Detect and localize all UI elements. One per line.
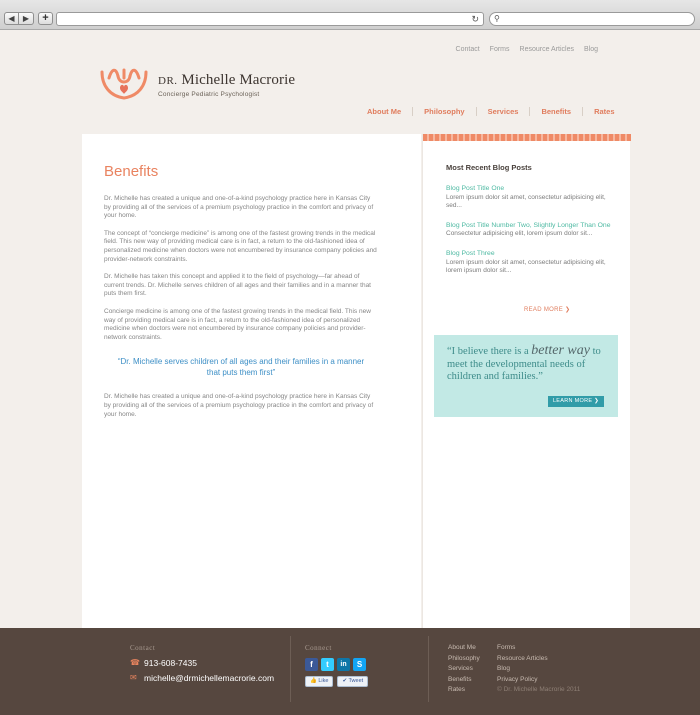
learn-more-button[interactable]	[548, 396, 604, 407]
footer-email-row	[130, 673, 274, 683]
phone-icon: ☎	[130, 658, 140, 667]
footer	[0, 628, 700, 715]
quote-emphasis: better way	[531, 343, 590, 358]
footer-link-privacy-policy[interactable]: Privacy Policy	[497, 675, 538, 683]
footer-links-secondary	[497, 643, 580, 696]
nav-item-benefits[interactable]: Benefits	[541, 107, 572, 116]
browser-search-input[interactable]	[489, 12, 695, 26]
footer-link-rates[interactable]: Rates	[448, 686, 465, 693]
footer-connect	[305, 628, 368, 687]
facebook-icon[interactable]: f	[305, 658, 318, 671]
body-paragraph: Dr. Michelle has created a unique and one-of-a-kind psychology practice here in Kansas City by providing all of the services of a premium psychology practice in the comfort and privacy of your home.	[104, 393, 374, 418]
quote-lead: “I believe there is a	[447, 346, 532, 357]
browser-toolbar	[0, 0, 700, 30]
footer-connect-heading: Connect	[305, 644, 332, 652]
nav-item-about-me[interactable]: About Me	[367, 107, 402, 116]
brand-prefix: DR.	[158, 75, 178, 87]
pull-quote: “Dr. Michelle serves children of all ages and their families in a manner that puts them first”	[117, 357, 365, 378]
footer-divider	[428, 636, 429, 702]
blog-post	[446, 250, 611, 276]
footer-link-benefits[interactable]: Benefits	[448, 675, 472, 683]
nav-buttons	[4, 12, 34, 25]
body-paragraph: Dr. Michelle has taken this concept and applied it to the field of psychology—far ahead of current trends. Dr. Michelle serves children of all ages and their families and in a manner that puts them first.	[104, 273, 371, 298]
utility-link-forms[interactable]: Forms	[489, 46, 510, 53]
forward-button[interactable]: ▶	[19, 12, 34, 25]
nav-item-services[interactable]: Services	[487, 107, 519, 116]
footer-email-link[interactable]: michelle@drmichellemacrorie.com	[144, 673, 275, 683]
main-nav	[356, 107, 626, 116]
reload-icon[interactable]: ↻	[471, 14, 479, 24]
facebook-like-button[interactable]: 👍 Like	[305, 676, 333, 687]
blog-post-title-link[interactable]: Blog Post Title Number Two, Slightly Longer Than One	[446, 221, 611, 229]
footer-link-blog[interactable]: Blog	[497, 665, 511, 672]
blog-post-title-link[interactable]: Blog Post Three	[446, 249, 495, 257]
brand-tagline: Concierge Pediatric Psychologist	[158, 91, 260, 98]
read-more-label: READ MORE	[524, 307, 564, 313]
back-button[interactable]: ◀	[4, 12, 19, 25]
brand-name	[158, 72, 295, 89]
footer-link-services[interactable]: Services	[448, 665, 473, 672]
chevron-right-icon: ❯	[594, 398, 600, 404]
main-content	[104, 163, 378, 428]
footer-link-resource-articles[interactable]: Resource Articles	[497, 654, 548, 662]
blog-post-excerpt: Lorem ipsum dolor sit amet, consectetur adipisicing elit, sed...	[446, 193, 606, 210]
utility-link-resource-articles[interactable]: Resource Articles	[519, 46, 574, 53]
quote-rest: to meet the developmental needs of children and families.”	[447, 346, 601, 382]
lotus-logo-icon[interactable]	[96, 64, 152, 102]
page-title: Benefits	[104, 163, 159, 180]
blog-post	[446, 222, 611, 239]
share-buttons	[305, 676, 368, 687]
social-icons	[305, 658, 368, 671]
nav-item-rates[interactable]: Rates	[594, 107, 615, 116]
footer-phone[interactable]: 913-608-7435	[144, 658, 197, 668]
footer-link-forms[interactable]: Forms	[497, 644, 516, 651]
footer-links-primary	[448, 643, 480, 696]
blog-post-excerpt: Lorem ipsum dolor sit amet, consectetur adipisicing elit, lorem ipsum dolor sit...	[446, 258, 606, 275]
tweet-button[interactable]: ✔ Tweet	[337, 676, 368, 687]
learn-more-label: LEARN MORE	[552, 398, 593, 404]
philosophy-quote-box	[434, 335, 618, 417]
philosophy-quote	[447, 345, 615, 384]
footer-link-about-me[interactable]: About Me	[448, 644, 476, 651]
brand-name-text: Michelle Macrorie	[181, 72, 296, 88]
nav-item-philosophy[interactable]: Philosophy	[424, 107, 465, 116]
read-more-link[interactable]	[524, 306, 570, 313]
twitter-icon[interactable]: t	[321, 658, 334, 671]
skype-icon[interactable]: S	[353, 658, 366, 671]
body-paragraph: The concept of “concierge medicine” is among one of the fastest growing trends in the medical field. This new way of providing medical care is in fact, a return to the old-fashioned idea of personalized medicine when doctors were not encumbered by insurance company policies and provider-network constraints.	[104, 229, 377, 263]
linkedin-icon[interactable]: in	[337, 658, 350, 671]
utility-nav	[456, 46, 598, 53]
url-input[interactable]	[56, 12, 484, 26]
add-tab-button[interactable]: +	[38, 12, 53, 25]
blog-heading: Most Recent Blog Posts	[446, 163, 532, 172]
decorative-strip	[423, 134, 631, 141]
blog-post	[446, 185, 611, 211]
footer-contact	[130, 628, 274, 688]
utility-link-contact[interactable]: Contact	[455, 46, 480, 53]
utility-link-blog[interactable]: Blog	[583, 46, 598, 53]
body-paragraph: Concierge medicine is among one of the fastest growing trends in the medical field. This new way of providing medical care is in fact, a return to the old-fashioned idea of personalized medicine when doctors were not encumbered by insurance company policies and provider-network constraints.	[104, 307, 371, 341]
footer-link-philosophy[interactable]: Philosophy	[448, 654, 480, 662]
footer-divider	[290, 636, 291, 702]
search-icon: ⚲	[494, 14, 500, 23]
footer-contact-heading: Contact	[130, 644, 156, 652]
brand[interactable]	[158, 72, 295, 98]
copyright: © Dr. Michelle Macrorie 2011	[497, 686, 581, 693]
footer-phone-row	[130, 658, 274, 668]
blog-post-title-link[interactable]: Blog Post Title One	[446, 185, 505, 192]
blog-post-excerpt: Consectetur adipisicing elit, lorem ipsum dolor sit...	[446, 230, 593, 238]
recent-blog-posts	[446, 163, 611, 287]
envelope-icon: ✉	[130, 673, 137, 682]
chevron-right-icon: ❯	[565, 307, 571, 313]
body-paragraph: Dr. Michelle has created a unique and one-of-a-kind psychology practice here in Kansas City by providing all of the services of a premium psychology practice in the comfort and privacy of your home.	[104, 195, 374, 220]
